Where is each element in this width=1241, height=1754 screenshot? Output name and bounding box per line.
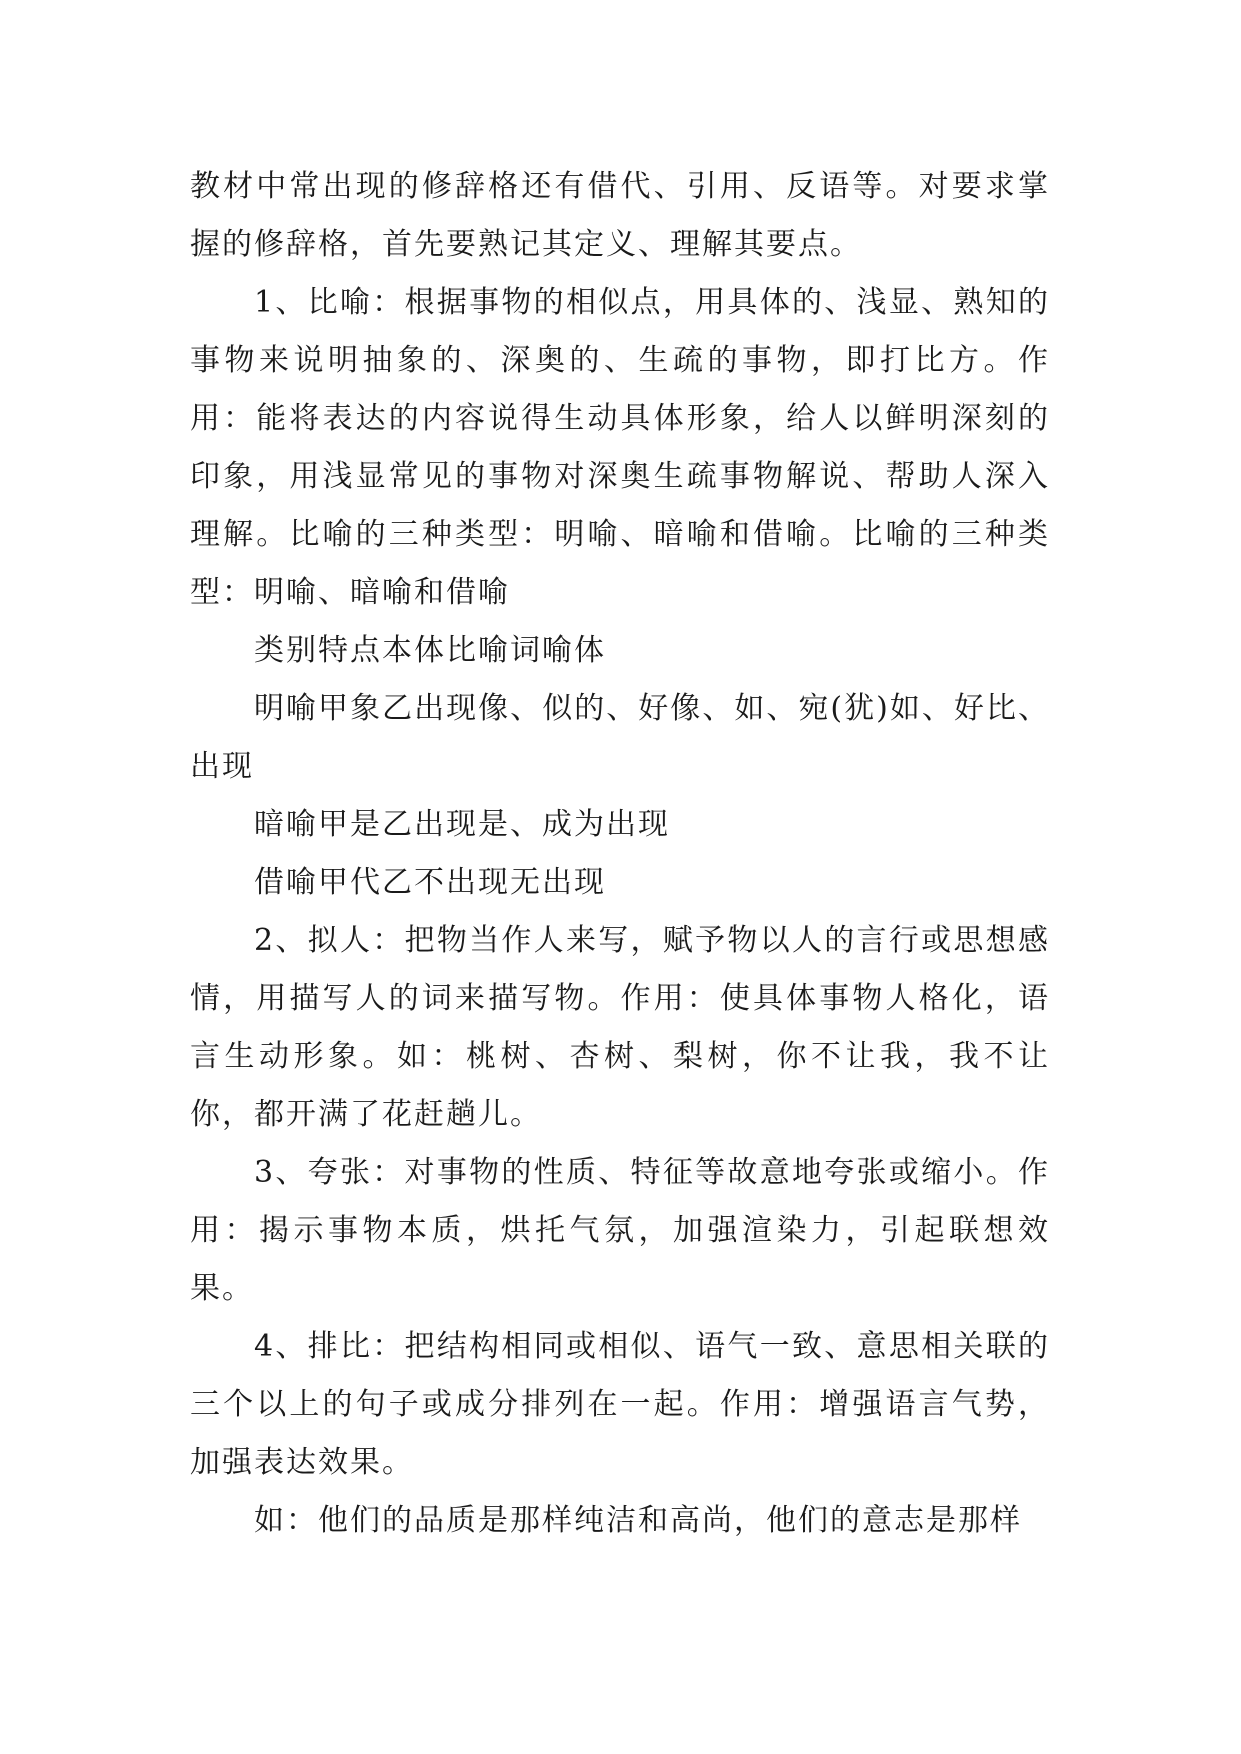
- paragraph-metaphor: 1、比喻：根据事物的相似点，用具体的、浅显、熟知的事物来说明抽象的、深奥的、生疏的事物，即打比方。作用：能将表达的内容说得生动具体形象，给人以鲜明深刻的印象，用浅显常见的事物对深奥生疏事物解说、帮助人深入理解。比喻的三种类型：明喻、暗喻和借喻。比喻的三种类型：明喻、暗喻和借喻: [190, 285, 1050, 610]
- paragraph-simile-row: 明喻甲象乙出现像、似的、好像、如、宛(犹)如、好比、出现: [190, 691, 1050, 784]
- paragraph-borrowed-metaphor-row: 借喻甲代乙不出现无出现: [254, 865, 606, 900]
- paragraph-table-header: 类别特点本体比喻词喻体: [254, 633, 606, 668]
- paragraph-implicit-metaphor-row: 暗喻甲是乙出现是、成为出现: [254, 807, 670, 842]
- document-body: [190, 158, 1050, 1550]
- paragraph-personification: 2、拟人：把物当作人来写，赋予物以人的言行或思想感情，用描写人的词来描写物。作用：使具体事物人格化，语言生动形象。如：桃树、杏树、梨树，你不让我，我不让你，都开满了花赶趟儿。: [190, 923, 1050, 1132]
- paragraph-parallelism: 4、排比：把结构相同或相似、语气一致、意思相关联的三个以上的句子或成分排列在一起。作用：增强语言气势，加强表达效果。: [190, 1329, 1050, 1480]
- paragraph-intro: 教材中常出现的修辞格还有借代、引用、反语等。对要求掌握的修辞格，首先要熟记其定义、理解其要点。: [190, 169, 1050, 262]
- paragraph-hyperbole: 3、夸张：对事物的性质、特征等故意地夸张或缩小。作用：揭示事物本质，烘托气氛，加强渲染力，引起联想效果。: [190, 1155, 1050, 1306]
- paragraph-example: 如：他们的品质是那样纯洁和高尚，他们的意志是那样: [254, 1503, 1022, 1538]
